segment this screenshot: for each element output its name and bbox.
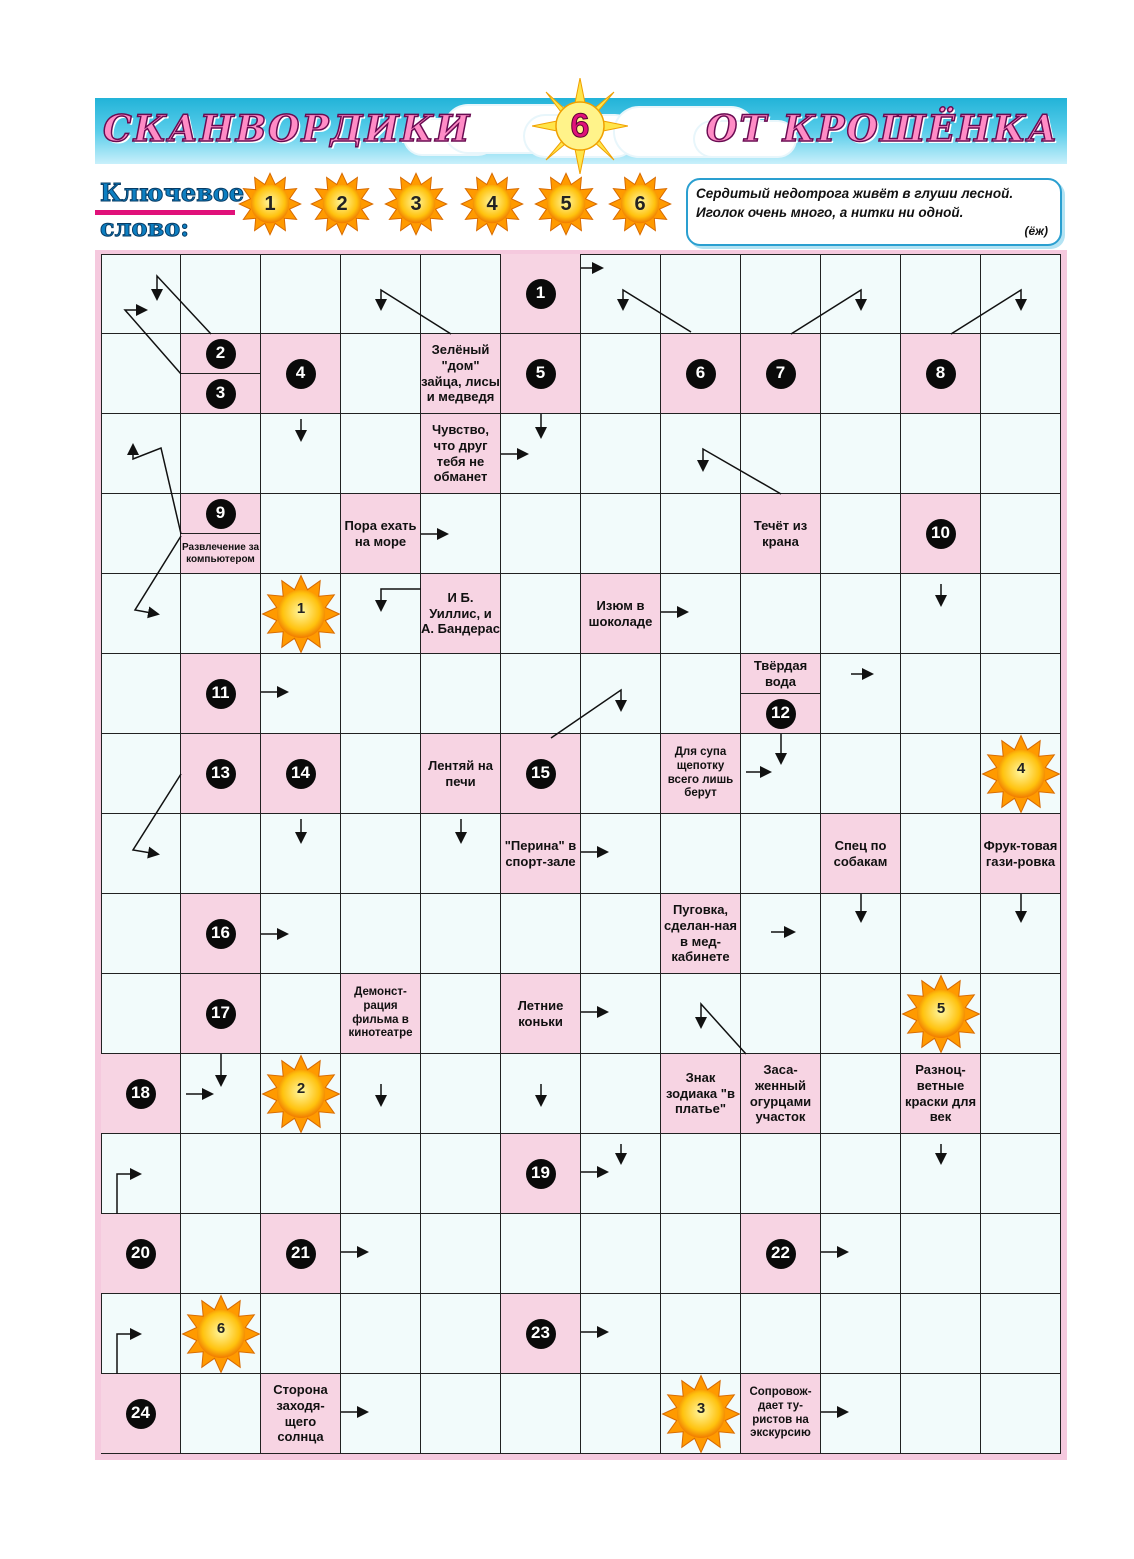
clue-cell: Для супа щепотку всего лишь берут xyxy=(661,734,741,814)
clue-cell: Летние коньки xyxy=(501,974,581,1054)
answer-cell[interactable] xyxy=(661,254,741,334)
keyword-label xyxy=(100,178,245,248)
answer-cell[interactable] xyxy=(261,254,341,334)
answer-cell[interactable] xyxy=(901,814,981,894)
numbered-cell-18 xyxy=(101,1054,181,1134)
numbered-cell-12 xyxy=(741,694,821,734)
number-badge: 17 xyxy=(206,999,236,1029)
answer-cell[interactable] xyxy=(981,334,1061,414)
answer-cell[interactable] xyxy=(581,254,661,334)
answer-cell[interactable] xyxy=(581,1214,661,1294)
answer-cell[interactable] xyxy=(901,734,981,814)
answer-cell[interactable] xyxy=(901,254,981,334)
issue-number: 6 xyxy=(570,106,590,145)
clue-cell: "Перина" в спорт-зале xyxy=(501,814,581,894)
clue-cell: Разноц-ветные краски для век xyxy=(901,1054,981,1134)
answer-cell[interactable] xyxy=(501,414,581,494)
number-badge: 21 xyxy=(286,1239,316,1269)
number-badge: 19 xyxy=(526,1159,556,1189)
clue-cell: Демонст-рация фильма в кинотеатре xyxy=(341,974,421,1054)
number-badge: 22 xyxy=(766,1239,796,1269)
numbered-cell-14 xyxy=(261,734,341,814)
number-badge: 5 xyxy=(526,359,556,389)
answer-cell[interactable] xyxy=(421,1054,501,1134)
answer-cell[interactable] xyxy=(101,814,181,894)
answer-cell[interactable] xyxy=(181,814,261,894)
number-badge: 14 xyxy=(286,759,316,789)
numbered-cell-24 xyxy=(101,1374,181,1454)
riddle-box xyxy=(686,178,1062,246)
answer-cell[interactable] xyxy=(181,1374,261,1454)
clue-cell: Течёт из крана xyxy=(741,494,821,574)
answer-cell[interactable] xyxy=(261,1294,341,1374)
answer-cell[interactable] xyxy=(341,1374,421,1454)
answer-cell[interactable] xyxy=(421,894,501,974)
answer-cell[interactable] xyxy=(341,814,421,894)
sun-number: 6 xyxy=(216,1319,226,1337)
answer-cell[interactable] xyxy=(821,894,901,974)
answer-cell[interactable] xyxy=(181,1054,261,1134)
numbered-cell-19 xyxy=(501,1134,581,1214)
number-badge: 4 xyxy=(286,359,316,389)
clue-cell: Фрук-товая гази-ровка xyxy=(981,814,1061,894)
clue-cell: Сторона заходя-щего солнца xyxy=(261,1374,341,1454)
answer-cell[interactable] xyxy=(981,1374,1061,1454)
answer-cell[interactable] xyxy=(501,574,581,654)
answer-cell[interactable] xyxy=(661,1134,741,1214)
number-badge: 23 xyxy=(526,1319,556,1349)
answer-cell[interactable] xyxy=(581,654,661,734)
answer-cell[interactable] xyxy=(101,494,181,574)
clue-cell: Пуговка, сделан-ная в мед-кабинете xyxy=(661,894,741,974)
numbered-cell-21 xyxy=(261,1214,341,1294)
sun-number: 1 xyxy=(296,599,306,617)
keyword-sun-1 xyxy=(238,172,302,236)
answer-cell[interactable] xyxy=(981,1214,1061,1294)
sun-number: 5 xyxy=(936,999,946,1017)
keyword-label-line2: слово: xyxy=(100,213,190,242)
answer-cell[interactable] xyxy=(261,814,341,894)
answer-cell[interactable] xyxy=(981,494,1061,574)
answer-cell[interactable] xyxy=(181,574,261,654)
answer-cell[interactable] xyxy=(741,574,821,654)
answer-cell[interactable] xyxy=(821,334,901,414)
answer-cell[interactable] xyxy=(901,1294,981,1374)
answer-cell[interactable] xyxy=(341,1134,421,1214)
answer-cell[interactable] xyxy=(901,414,981,494)
title-left: СКАНВОРДИКИ xyxy=(103,108,472,150)
numbered-cell-5 xyxy=(501,334,581,414)
answer-cell[interactable] xyxy=(261,1134,341,1214)
number-badge: 6 xyxy=(686,359,716,389)
answer-cell[interactable] xyxy=(421,814,501,894)
answer-cell[interactable] xyxy=(981,654,1061,734)
numbered-cell-8 xyxy=(901,334,981,414)
answer-cell[interactable] xyxy=(901,574,981,654)
answer-cell[interactable] xyxy=(821,494,901,574)
answer-cell[interactable] xyxy=(581,894,661,974)
clue-cell: Сопровож-дает ту-ристов на экскурсию xyxy=(741,1374,821,1454)
keyword-letter-sun-3[interactable] xyxy=(661,1374,741,1454)
numbered-cell-22 xyxy=(741,1214,821,1294)
answer-cell[interactable] xyxy=(821,974,901,1054)
numbered-cell-23 xyxy=(501,1294,581,1374)
answer-cell[interactable] xyxy=(261,654,341,734)
sun-number: 4 xyxy=(1016,759,1026,777)
keyword-sun-number: 1 xyxy=(264,192,276,215)
answer-cell[interactable] xyxy=(101,654,181,734)
answer-cell[interactable] xyxy=(661,654,741,734)
answer-cell[interactable] xyxy=(821,654,901,734)
keyword-sun-number: 6 xyxy=(634,192,646,215)
clue-cell: И Б. Уиллис, и А. Бандерас xyxy=(421,574,501,654)
answer-cell[interactable] xyxy=(261,414,341,494)
crossword-grid xyxy=(101,254,1061,1454)
answer-cell[interactable] xyxy=(901,1214,981,1294)
number-badge: 15 xyxy=(526,759,556,789)
answer-cell[interactable] xyxy=(421,1294,501,1374)
keyword-sun-5 xyxy=(534,172,598,236)
answer-cell[interactable] xyxy=(901,1134,981,1214)
answer-cell[interactable] xyxy=(661,974,741,1054)
answer-cell[interactable] xyxy=(821,254,901,334)
sun-number: 3 xyxy=(696,1399,706,1417)
numbered-cell-17 xyxy=(181,974,261,1054)
numbered-cell-3 xyxy=(181,374,261,414)
keyword-sun-2 xyxy=(310,172,374,236)
numbered-cell-2 xyxy=(181,334,261,374)
keyword-letter-sun-5[interactable] xyxy=(901,974,981,1054)
answer-cell[interactable] xyxy=(421,974,501,1054)
answer-cell[interactable] xyxy=(341,574,421,654)
answer-cell[interactable] xyxy=(501,1054,581,1134)
numbered-cell-13 xyxy=(181,734,261,814)
numbered-cell-6 xyxy=(661,334,741,414)
number-badge: 12 xyxy=(766,699,796,729)
answer-cell[interactable] xyxy=(741,254,821,334)
clue-cell: Твёрдая вода xyxy=(741,654,821,694)
keyword-sun-number: 5 xyxy=(560,192,572,215)
clue-cell: Заса-женный огурцами участок xyxy=(741,1054,821,1134)
riddle-answer: (ёж) xyxy=(1024,224,1048,238)
numbered-cell-10 xyxy=(901,494,981,574)
answer-cell[interactable] xyxy=(981,574,1061,654)
answer-cell[interactable] xyxy=(821,1294,901,1374)
answer-cell[interactable] xyxy=(261,894,341,974)
numbered-cell-16 xyxy=(181,894,261,974)
keyword-sun-3 xyxy=(384,172,448,236)
numbered-cell-7 xyxy=(741,334,821,414)
answer-cell[interactable] xyxy=(581,1374,661,1454)
clue-cell: Лентяй на печи xyxy=(421,734,501,814)
number-badge: 8 xyxy=(926,359,956,389)
answer-cell[interactable] xyxy=(981,254,1061,334)
answer-cell[interactable] xyxy=(181,414,261,494)
answer-cell[interactable] xyxy=(341,734,421,814)
answer-cell[interactable] xyxy=(341,1054,421,1134)
answer-cell[interactable] xyxy=(341,334,421,414)
answer-cell[interactable] xyxy=(101,974,181,1054)
answer-cell[interactable] xyxy=(101,734,181,814)
clue-cell: Зелёный "дом" зайца, лисы и медведя xyxy=(421,334,501,414)
answer-cell[interactable] xyxy=(101,574,181,654)
numbered-cell-1 xyxy=(501,254,581,334)
answer-cell[interactable] xyxy=(341,414,421,494)
clue-cell: Изюм в шоколаде xyxy=(581,574,661,654)
answer-cell[interactable] xyxy=(101,334,181,414)
answer-cell[interactable] xyxy=(101,1294,181,1374)
answer-cell[interactable] xyxy=(741,1294,821,1374)
answer-cell[interactable] xyxy=(501,1214,581,1294)
answer-cell[interactable] xyxy=(741,814,821,894)
answer-cell[interactable] xyxy=(981,1134,1061,1214)
answer-cell[interactable] xyxy=(101,414,181,494)
answer-cell[interactable] xyxy=(181,254,261,334)
number-badge: 9 xyxy=(206,499,236,529)
answer-cell[interactable] xyxy=(821,1134,901,1214)
answer-cell[interactable] xyxy=(741,734,821,814)
answer-cell[interactable] xyxy=(421,1374,501,1454)
number-badge: 11 xyxy=(206,679,236,709)
number-badge: 13 xyxy=(206,759,236,789)
numbered-cell-4 xyxy=(261,334,341,414)
answer-cell[interactable] xyxy=(581,414,661,494)
answer-cell[interactable] xyxy=(261,974,341,1054)
answer-cell[interactable] xyxy=(101,1134,181,1214)
numbered-cell-15 xyxy=(501,734,581,814)
issue-sun xyxy=(532,78,628,174)
numbered-cell-11 xyxy=(181,654,261,734)
keyword-letter-sun-4[interactable] xyxy=(981,734,1061,814)
answer-cell[interactable] xyxy=(581,334,661,414)
answer-cell[interactable] xyxy=(661,574,741,654)
number-badge: 10 xyxy=(926,519,956,549)
number-badge: 7 xyxy=(766,359,796,389)
answer-cell[interactable] xyxy=(661,1214,741,1294)
number-badge: 20 xyxy=(126,1239,156,1269)
number-badge: 16 xyxy=(206,919,236,949)
answer-cell[interactable] xyxy=(821,1214,901,1294)
keyword-letter-sun-6[interactable] xyxy=(181,1294,261,1374)
answer-cell[interactable] xyxy=(581,814,661,894)
answer-cell[interactable] xyxy=(581,974,661,1054)
answer-cell[interactable] xyxy=(181,1214,261,1294)
keyword-letter-sun-1[interactable] xyxy=(261,574,341,654)
keyword-sun-4 xyxy=(460,172,524,236)
answer-cell[interactable] xyxy=(501,1374,581,1454)
answer-cell[interactable] xyxy=(581,1134,661,1214)
riddle-line1: Сердитый недотрога живёт в глуши лесной. xyxy=(696,186,1014,201)
clue-cell: Спец по собакам xyxy=(821,814,901,894)
keyword-label-line1: Ключевое xyxy=(100,178,245,207)
answer-cell[interactable] xyxy=(981,894,1061,974)
answer-cell[interactable] xyxy=(261,494,341,574)
sun-number: 2 xyxy=(296,1079,306,1097)
answer-cell[interactable] xyxy=(421,494,501,574)
answer-cell[interactable] xyxy=(661,414,741,494)
numbered-cell-20 xyxy=(101,1214,181,1294)
keyword-sun-number: 3 xyxy=(410,192,422,215)
number-badge: 2 xyxy=(206,339,236,369)
answer-cell[interactable] xyxy=(821,1374,901,1454)
answer-cell[interactable] xyxy=(901,654,981,734)
answer-cell[interactable] xyxy=(101,254,181,334)
answer-cell[interactable] xyxy=(821,414,901,494)
answer-cell[interactable] xyxy=(821,1054,901,1134)
keyword-sun-number: 2 xyxy=(336,192,348,215)
number-badge: 24 xyxy=(126,1399,156,1429)
keyword-letter-sun-2[interactable] xyxy=(261,1054,341,1134)
answer-cell[interactable] xyxy=(981,1294,1061,1374)
answer-cell[interactable] xyxy=(581,734,661,814)
answer-cell[interactable] xyxy=(901,1374,981,1454)
answer-cell[interactable] xyxy=(661,494,741,574)
clue-cell: Развлечение за компьютером xyxy=(181,534,261,574)
answer-cell[interactable] xyxy=(981,1054,1061,1134)
answer-cell[interactable] xyxy=(421,654,501,734)
answer-cell[interactable] xyxy=(741,894,821,974)
keyword-sun-number: 4 xyxy=(486,192,498,215)
answer-cell[interactable] xyxy=(981,974,1061,1054)
answer-cell[interactable] xyxy=(821,734,901,814)
answer-cell[interactable] xyxy=(341,1214,421,1294)
answer-cell[interactable] xyxy=(501,654,581,734)
answer-cell[interactable] xyxy=(741,414,821,494)
answer-cell[interactable] xyxy=(421,1214,501,1294)
keyword-sun-6 xyxy=(608,172,672,236)
clue-cell: Пора ехать на море xyxy=(341,494,421,574)
answer-cell[interactable] xyxy=(501,894,581,974)
answer-cell[interactable] xyxy=(821,574,901,654)
answer-cell[interactable] xyxy=(421,1134,501,1214)
answer-cell[interactable] xyxy=(421,254,501,334)
answer-cell[interactable] xyxy=(981,414,1061,494)
clue-cell: Чувство, что друг тебя не обманет xyxy=(421,414,501,494)
answer-cell[interactable] xyxy=(901,894,981,974)
answer-cell[interactable] xyxy=(501,494,581,574)
answer-cell[interactable] xyxy=(661,1294,741,1374)
riddle-line2: Иголок очень много, а нитки ни одной. xyxy=(696,205,964,220)
answer-cell[interactable] xyxy=(581,1054,661,1134)
numbered-cell-9 xyxy=(181,494,261,534)
answer-cell[interactable] xyxy=(341,254,421,334)
title-right: ОТ КРОШЁНКА xyxy=(705,108,1059,150)
answer-cell[interactable] xyxy=(661,814,741,894)
answer-cell[interactable] xyxy=(581,494,661,574)
answer-cell[interactable] xyxy=(341,654,421,734)
answer-cell[interactable] xyxy=(181,1134,261,1214)
answer-cell[interactable] xyxy=(581,1294,661,1374)
answer-cell[interactable] xyxy=(101,894,181,974)
number-badge: 3 xyxy=(206,379,236,409)
number-badge: 1 xyxy=(526,279,556,309)
clue-cell: Знак зодиака "в платье" xyxy=(661,1054,741,1134)
answer-cell[interactable] xyxy=(341,1294,421,1374)
answer-cell[interactable] xyxy=(741,974,821,1054)
answer-cell[interactable] xyxy=(741,1134,821,1214)
answer-cell[interactable] xyxy=(341,894,421,974)
number-badge: 18 xyxy=(126,1079,156,1109)
